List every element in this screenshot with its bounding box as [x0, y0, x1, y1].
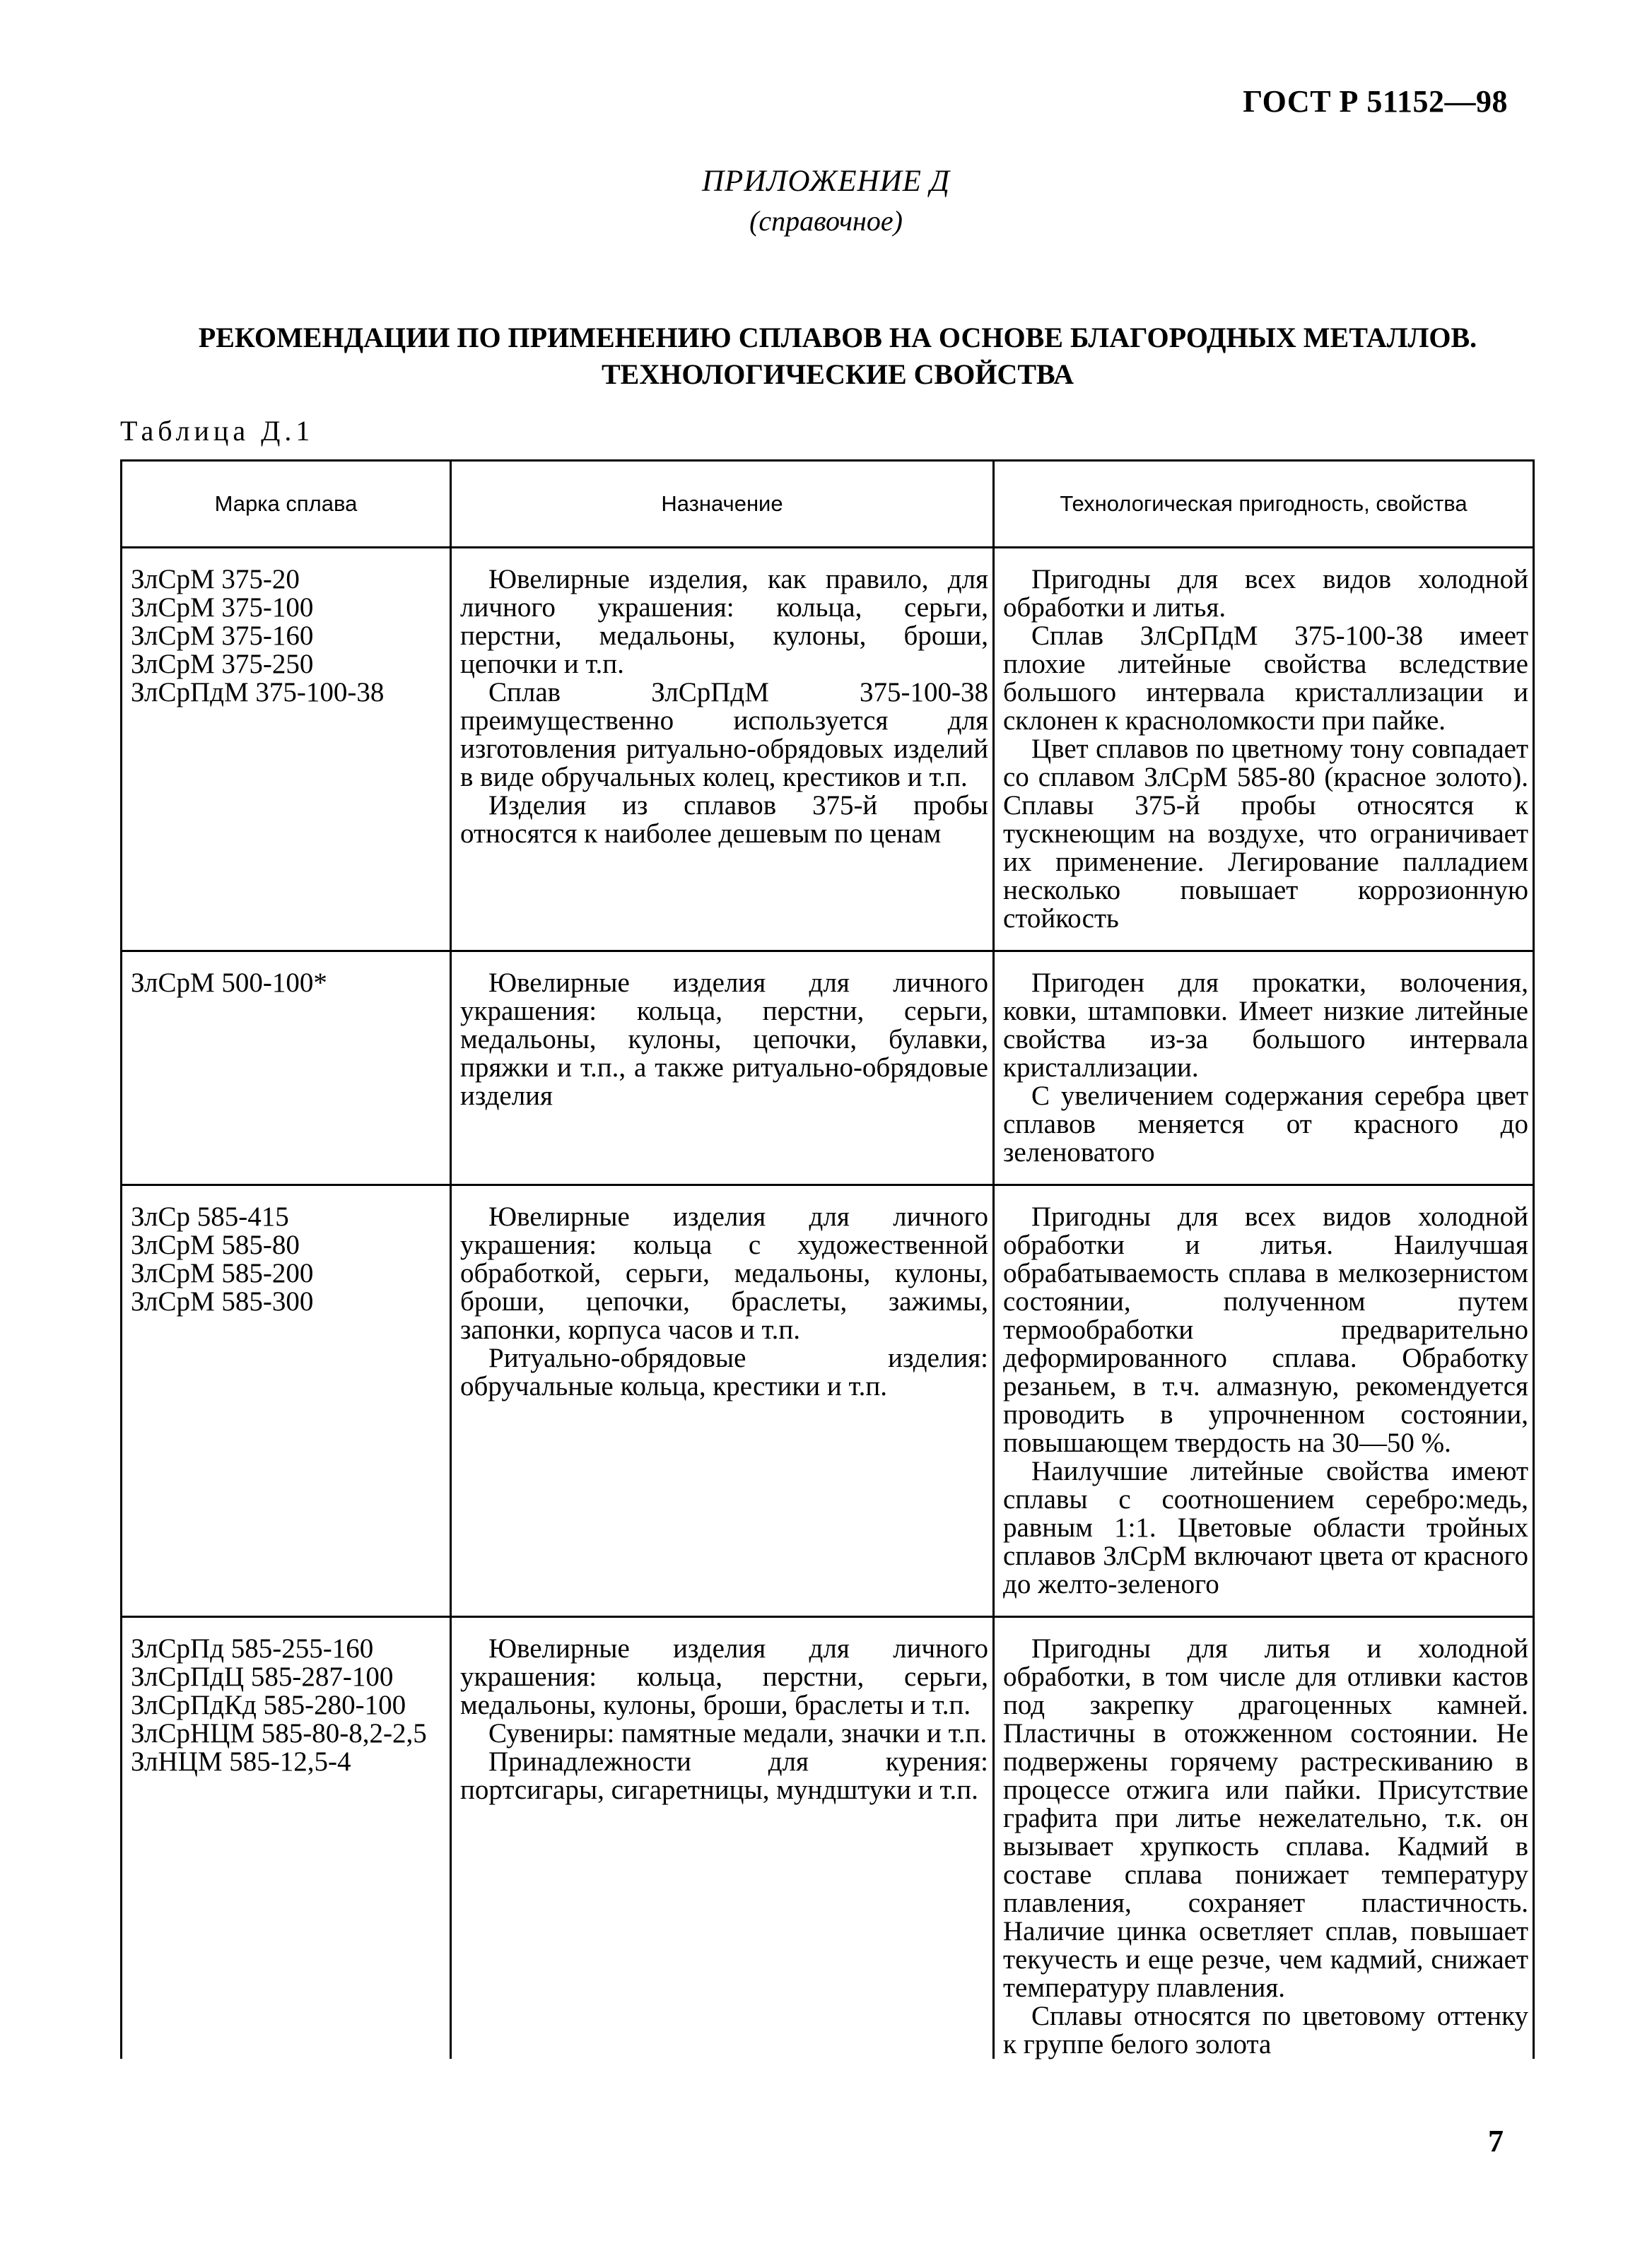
properties-paragraph: Наилучшие литейные свойства имеют сплавы с соотношением серебро:медь, равным 1:1. Цветовые области тройных сплавов ЗлСрМ включают цвета от красного до желто-зеленого	[1003, 1456, 1528, 1599]
properties-paragraph: Пригодны для всех видов холодной обработки и литья. Наилучшая обрабатываемость сплава в мелкозернистом состоянии, полученном путем термообработки предварительно деформированного сплава. Обработку резаньем, в т.ч. алмазную, рекомендуется проводить в упрочненном состоянии, повышающем твердость на 30—50 %.	[1003, 1201, 1528, 1458]
grade: ЗлСрМ 375-100	[131, 592, 314, 623]
table-header-row	[122, 461, 1534, 548]
document-title-line-2: ТЕХНОЛОГИЧЕСКИЕ СВОЙСТВА	[601, 358, 1074, 390]
properties-paragraph: Пригодны для всех видов холодной обработки и литья.	[1003, 564, 1528, 623]
document-title	[127, 319, 1548, 393]
purpose-paragraph: Сувениры: памятные медали, значки и т.п.	[488, 1718, 988, 1749]
properties-cell	[994, 951, 1534, 1185]
properties-cell	[994, 1185, 1534, 1617]
grade: ЗлСрНЦМ 585-80-8,2-2,5	[131, 1718, 427, 1749]
grade: ЗлСрМ 375-160	[131, 621, 314, 651]
grade: ЗлСрМ 585-80	[131, 1230, 300, 1260]
grade-cell	[122, 1617, 451, 2060]
grade: ЗлСр 585-415	[131, 1201, 289, 1232]
purpose-cell	[451, 1185, 994, 1617]
purpose-paragraph: Ювелирные изделия для личного украшения: кольца, перстни, серьги, медальоны, кулоны, броши, браслеты и т.п.	[460, 1633, 988, 1720]
appendix-subtitle: (справочное)	[749, 205, 903, 237]
purpose-cell	[451, 548, 994, 951]
grade: ЗлСрМ 375-250	[131, 649, 314, 679]
grade: ЗлСрМ 585-200	[131, 1258, 314, 1288]
grade: ЗлСрПдКд 585-280-100	[131, 1690, 406, 1720]
grade: ЗлСрПд 585-255-160	[131, 1633, 374, 1664]
purpose-paragraph: Ювелирные изделия для личного украшения: кольца, перстни, серьги, медальоны, кулоны, цепочки, булавки, пряжки и т.п., а также ритуально-обрядовые изделия	[460, 968, 988, 1111]
table-row	[122, 1185, 1534, 1617]
properties-cell	[994, 1617, 1534, 2060]
table-caption: Таблица Д.1	[120, 415, 315, 447]
grade: ЗлСрПдМ 375-100-38	[131, 677, 385, 707]
purpose-cell	[451, 951, 994, 1185]
purpose-paragraph: Ритуально-обрядовые изделия: обручальные кольца, крестики и т.п.	[460, 1343, 988, 1402]
purpose-paragraph: Принадлежности для курения: портсигары, сигаретницы, мундштуки и т.п.	[460, 1746, 988, 1805]
grade: ЗлНЦМ 585-12,5-4	[131, 1746, 351, 1777]
properties-paragraph: Пригоден для прокатки, волочения, ковки, штамповки. Имеет низкие литейные свойства из-за большого интервала кристаллизации.	[1003, 968, 1528, 1083]
properties-cell	[994, 548, 1534, 951]
table-row	[122, 951, 1534, 1185]
properties-paragraph: Сплав ЗлСрПдМ 375-100-38 имеет плохие литейные свойства вследствие большого интервала кристаллизации и склонен к красноломкости при пайке.	[1003, 621, 1528, 736]
purpose-paragraph: Ювелирные изделия, как правило, для личного украшения: кольца, серьги, перстни, медальоны, кулоны, броши, цепочки и т.п.	[460, 564, 988, 679]
page-number: 7	[1488, 2124, 1504, 2158]
table-row	[122, 548, 1534, 951]
grade: ЗлСрМ 375-20	[131, 564, 300, 594]
grade-cell	[122, 951, 451, 1185]
header-properties: Технологическая пригодность, свойства	[994, 461, 1534, 548]
table-row	[122, 1617, 1534, 2060]
header-purpose: Назначение	[451, 461, 994, 548]
grade-cell	[122, 1185, 451, 1617]
purpose-paragraph: Сплав ЗлСрПдМ 375-100-38 преимущественно используется для изготовления ритуально-обрядовых изделий в виде обручальных колец, крестиков и т.п.	[460, 677, 988, 792]
properties-paragraph: Пригодны для литья и холодной обработки, в том числе для отливки кастов под закрепку драгоценных камней. Пластичны в отожженном состоянии. Не подвержены горячему растрескиванию в процессе отжига или пайки. Присутствие графита при литье нежелательно, т.к. он вызывает хрупкость сплава. Кадмий в составе сплава понижает температуру плавления, сохраняет пластичность. Наличие цинка осветляет сплав, повышает текучесть и еще резче, чем кадмий, снижает температуру плавления.	[1003, 1633, 1528, 2003]
purpose-cell	[451, 1617, 994, 2060]
properties-paragraph: Сплавы относятся по цветовому оттенку к группе белого золота	[1003, 2001, 1528, 2060]
header-grade: Марка сплава	[122, 461, 451, 548]
purpose-paragraph: Ювелирные изделия для личного украшения: кольца с художественной обработкой, серьги, медальоны, кулоны, броши, цепочки, браслеты, зажимы, запонки, корпуса часов и т.п.	[460, 1201, 988, 1345]
properties-paragraph: С увеличением содержания серебра цвет сплавов меняется от красного до зеленоватого	[1003, 1081, 1528, 1168]
grade: ЗлСрПдЦ 585-287-100	[131, 1662, 394, 1692]
grade-cell	[122, 548, 451, 951]
grade: ЗлСрМ 500-100*	[131, 968, 327, 998]
appendix-title: ПРИЛОЖЕНИЕ Д	[701, 165, 951, 198]
grade: ЗлСрМ 585-300	[131, 1286, 314, 1317]
properties-paragraph: Цвет сплавов по цветному тону совпадает со сплавом ЗлСрМ 585-80 (красное золото). Сплавы 375-й пробы относятся к тускнеющим на воздухе, что ограничивает их применение. Легирование палладием несколько повышает коррозионную стойкость	[1003, 734, 1528, 934]
document-title-line-1: РЕКОМЕНДАЦИИ ПО ПРИМЕНЕНИЮ СПЛАВОВ НА ОСНОВЕ БЛАГОРОДНЫХ МЕТАЛЛОВ.	[198, 322, 1477, 353]
standard-number: ГОСТ Р 51152—98	[1243, 84, 1508, 119]
alloy-table	[120, 459, 1535, 2059]
appendix-heading	[0, 161, 1652, 240]
purpose-paragraph: Изделия из сплавов 375-й пробы относятся к наиболее дешевым по ценам	[460, 790, 988, 849]
